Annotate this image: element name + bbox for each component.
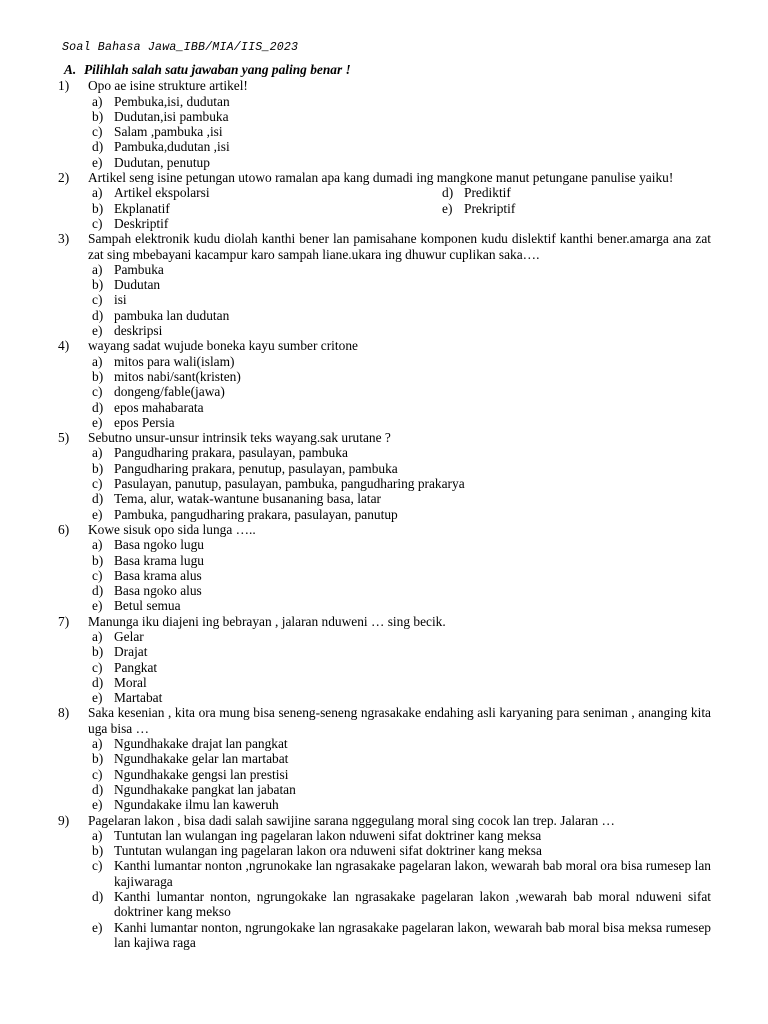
option-label: e) [92,797,103,813]
answer-options [88,354,711,430]
question-text: Kowe sisuk opo sida lunga ….. [88,521,256,537]
option-text: Basa krama alus [114,567,202,583]
option-text: Moral [114,674,147,690]
section-heading [64,62,711,77]
answer-options [88,736,711,812]
option-text: Pambuka, pangudharing prakara, pasulayan, panutup [114,506,398,522]
option-text: Dudutan, penutup [114,154,210,170]
option-text: Pembuka,isi, dudutan [114,93,230,109]
option-text: Tuntutan lan wulangan ing pagelaran lakon nduweni sifat doktriner kang meksa [114,827,542,843]
option-text: Ngundakake ilmu lan kaweruh [114,797,279,813]
option-text: Prediktif [464,185,511,201]
answer-option [88,216,438,231]
question-number: 3) [58,231,70,247]
answer-option [88,598,711,613]
question-7 [58,614,711,706]
option-label: a) [92,353,103,369]
answer-options [88,445,711,521]
document-header: Soal Bahasa Jawa_IBB/MIA/IIS_2023 [62,41,299,54]
answer-option [88,94,711,109]
answer-option [88,139,711,154]
option-label: c) [92,215,103,231]
option-text: Kanhi lumantar nonton, ngrungokake lan ngrasakake pagelaran lakon, wewarah bab moral bisa meksa rumesep lan kajiwa raga [114,919,711,950]
answer-option [88,185,438,200]
answer-option [88,690,711,705]
answer-options [88,94,711,170]
answer-option [88,767,711,782]
option-label: e) [92,690,103,706]
option-text: Dudutan,isi pambuka [114,108,229,124]
option-label: b) [92,644,104,660]
option-text: dongeng/fable(jawa) [114,384,225,400]
question-4 [58,338,711,430]
answer-option [88,384,711,399]
answer-option [438,185,711,200]
option-text: Betul semua [114,598,181,614]
answer-option [88,292,711,307]
option-text: Ngundhakake gengsi lan prestisi [114,766,289,782]
answer-option [88,400,711,415]
answer-option [88,553,711,568]
question-text: Manunga iku diajeni ing bebrayan , jalaran nduweni … sing becik. [88,613,446,629]
answer-option [88,491,711,506]
answer-option [88,201,438,216]
answer-option [438,201,711,216]
option-label: d) [92,889,104,905]
option-label: a) [92,628,103,644]
option-text: Martabat [114,690,163,706]
question-8 [58,705,711,812]
option-text: Basa krama lugu [114,552,204,568]
question-number: 1) [58,78,70,94]
option-text: Basa ngoko alus [114,583,202,599]
option-label: b) [92,108,104,124]
option-text: Pambuka [114,261,164,277]
answer-option [88,782,711,797]
answer-option [88,124,711,139]
answer-option [88,369,711,384]
question-number: 8) [58,705,70,721]
option-text: Gelar [114,628,144,644]
answer-option [88,262,711,277]
option-text: Tema, alur, watak-wantune busananing basa, latar [114,491,381,507]
option-text: Salam ,pambuka ,isi [114,124,223,140]
option-label: a) [92,827,103,843]
option-label: a) [92,185,103,201]
option-label: d) [92,583,104,599]
option-text: Artikel ekspolarsi [114,185,210,201]
question-1 [58,78,711,170]
option-text: Kanthi lumantar nonton, ngrungokake lan ngrasakake pagelaran lakon ,wewarah bab moral nduweni sifat doktriner kang mekso [114,889,711,920]
answer-option [88,308,711,323]
answer-option [88,277,711,292]
option-text: Ngundhakake pangkat lan jabatan [114,781,296,797]
option-label: b) [92,460,104,476]
answer-option [88,507,711,522]
answer-option [88,889,711,920]
option-label: e) [92,414,103,430]
answer-option [88,843,711,858]
option-label: a) [92,537,103,553]
question-text: Sampah elektronik kudu diolah kanthi bener lan pamisahane komponen kudu dislektif kanthi bener.amarga ana zat zat sing mbebayani kacampur karo sampah liane.ukara ing dhuwur cuplikan saka…. [88,231,711,262]
answer-option [88,323,711,338]
option-label: b) [92,751,104,767]
question-9 [58,813,711,951]
option-text: Deskriptif [114,215,169,231]
option-label: c) [92,567,103,583]
option-text: Kanthi lumantar nonton ,ngrunokake lan ngrasakake pagelaran lakon, wewarah bab moral ora bisa rumesep lan kajiwaraga [114,858,711,889]
answer-option [88,920,711,951]
option-label: d) [92,307,104,323]
option-label: c) [92,384,103,400]
option-label: b) [92,552,104,568]
answer-option [88,568,711,583]
option-text: Pangudharing prakara, penutup, pasulayan, pambuka [114,460,398,476]
option-text: Drajat [114,644,148,660]
option-label: c) [92,766,103,782]
answer-options [88,185,711,231]
answer-option [88,644,711,659]
option-label: e) [92,506,103,522]
option-text: Dudutan [114,277,161,293]
question-3 [58,231,711,338]
question-text: Artikel seng isine petungan utowo ramalan apa kang dumadi ing mangkone manut petungane panulise yaiku! [88,170,674,186]
answer-option [88,736,711,751]
answer-option [88,461,711,476]
option-label: d) [92,781,104,797]
option-label: d) [92,139,104,155]
option-label: a) [92,445,103,461]
answer-option [88,445,711,460]
option-label: d) [92,399,104,415]
answer-option [88,797,711,812]
question-6 [58,522,711,614]
option-text: mitos nabi/sant(kristen) [114,368,241,384]
option-label: d) [92,491,104,507]
option-label: d) [92,674,104,690]
option-label: c) [92,858,103,874]
question-5 [58,430,711,522]
question-2 [58,170,711,231]
option-text: isi [114,292,127,308]
option-label: e) [92,154,103,170]
option-text: deskripsi [114,323,163,339]
option-text: epos Persia [114,414,175,430]
option-text: Pasulayan, panutup, pasulayan, pambuka, pangudharing prakarya [114,476,465,492]
option-label: b) [92,277,104,293]
answer-option [88,583,711,598]
question-list [58,78,711,950]
question-number: 4) [58,338,70,354]
answer-option [88,109,711,124]
option-text: Prekriptif [464,200,516,216]
question-number: 6) [58,521,70,537]
option-text: Ngundhakake gelar lan martabat [114,751,289,767]
option-label: b) [92,200,104,216]
question-number: 9) [58,812,70,828]
option-label: b) [92,368,104,384]
option-label: d) [442,185,454,201]
option-text: Pangudharing prakara, pasulayan, pambuka [114,445,348,461]
answer-option [88,476,711,491]
answer-option [88,537,711,552]
answer-option [88,415,711,430]
answer-option [88,155,711,170]
section-label: A. [64,62,77,77]
option-label: a) [92,93,103,109]
option-label: c) [92,476,103,492]
option-label: a) [92,736,103,752]
option-label: b) [92,843,104,859]
answer-option [88,751,711,766]
answer-options [88,629,711,705]
option-label: c) [92,659,103,675]
question-text: wayang sadat wujude boneka kayu sumber critone [88,338,358,354]
answer-options [88,537,711,613]
option-text: Tuntutan wulangan ing pagelaran lakon ora nduweni sifat doktriner kang meksa [114,843,542,859]
option-text: epos mahabarata [114,399,204,415]
option-text: Ekplanatif [114,200,170,216]
option-label: a) [92,261,103,277]
question-number: 5) [58,430,70,446]
answer-options [88,828,711,950]
question-text: Saka kesenian , kita ora mung bisa seneng-seneng ngrasakake endahing asli karyaning para seniman , ananging kita uga bisa … [88,705,711,736]
option-text: mitos para wali(islam) [114,353,235,369]
answer-option [88,629,711,644]
answer-option [88,660,711,675]
option-label: c) [92,124,103,140]
option-text: Pambuka,dudutan ,isi [114,139,230,155]
section-title: Pilihlah salah satu jawaban yang paling benar ! [84,62,351,77]
option-label: e) [442,200,453,216]
answer-option [88,828,711,843]
option-text: Ngundhakake drajat lan pangkat [114,736,288,752]
answer-option [88,858,711,889]
option-label: e) [92,919,103,935]
option-label: e) [92,323,103,339]
option-text: pambuka lan dudutan [114,307,230,323]
option-text: Pangkat [114,659,158,675]
option-text: Basa ngoko lugu [114,537,205,553]
answer-option [88,675,711,690]
answer-options [88,262,711,338]
answer-option [88,354,711,369]
option-label: c) [92,292,103,308]
question-text: Sebutno unsur-unsur intrinsik teks wayang.sak urutane ? [88,430,391,446]
option-label: e) [92,598,103,614]
question-number: 7) [58,613,70,629]
question-text: Opo ae isine strukture artikel! [88,78,248,94]
question-number: 2) [58,170,70,186]
question-text: Pagelaran lakon , bisa dadi salah sawijine sarana nggegulang moral sing cocok lan trep. Jalaran … [88,812,615,828]
